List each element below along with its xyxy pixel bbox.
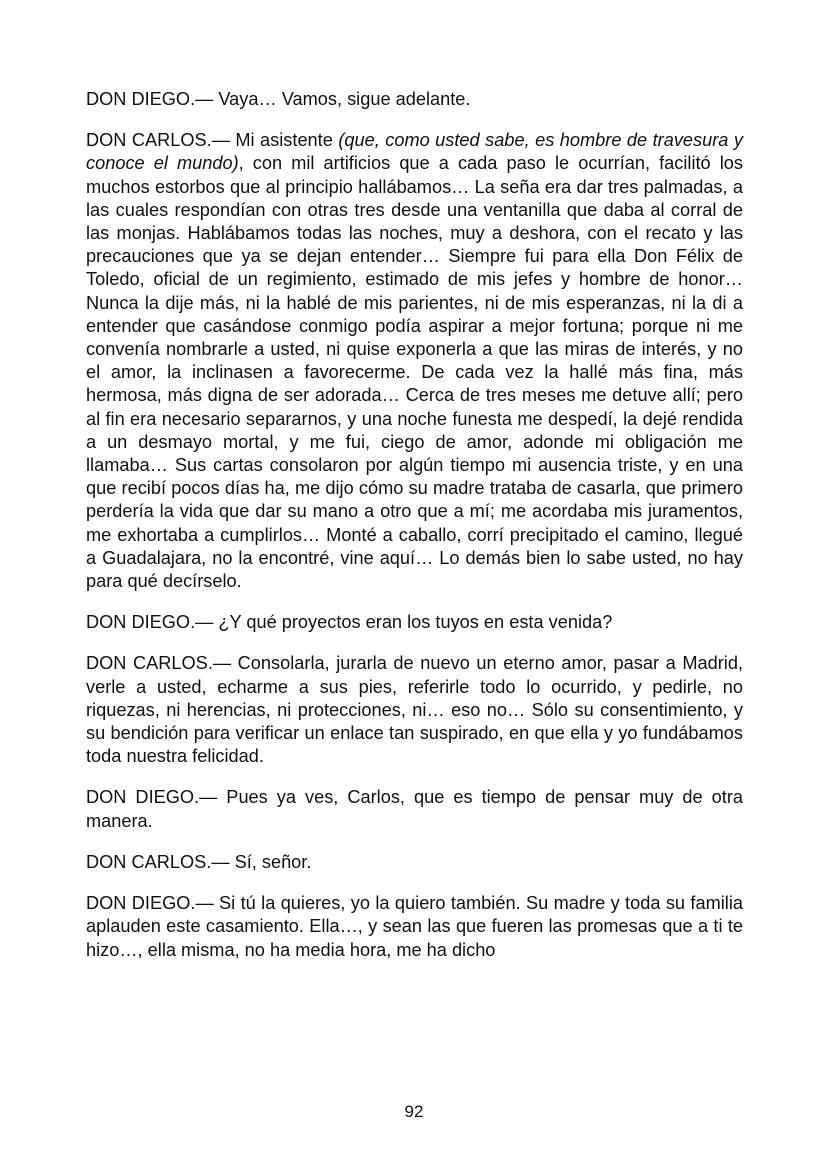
dialogue-text: Pues ya ves, Carlos, que es tiempo de pensar muy de otra manera. bbox=[86, 787, 743, 831]
dialogue-text: Sí, señor. bbox=[229, 851, 312, 872]
page-number: 92 bbox=[404, 1102, 424, 1121]
speaker-name: DON DIEGO.— bbox=[86, 89, 214, 109]
dialogue-text: Si tú la quieres, yo la quiero también. Su madre y toda su familia aplauden este casamiento. Ella…, y sean las que fueren las promesas que a ti te hizo…, ella misma, no ha media hora, me ha dicho bbox=[86, 893, 743, 960]
dialogue-paragraph-3 bbox=[86, 611, 743, 634]
page-body bbox=[86, 88, 743, 980]
speaker-name: DON CARLOS.— bbox=[86, 851, 230, 872]
dialogue-paragraph-6 bbox=[86, 851, 743, 874]
speaker-name: DON CARLOS.— bbox=[86, 653, 232, 674]
dialogue-text: Consolarla, jurarla de nuevo un eterno amor, pasar a Madrid, verle a usted, echarme a sus pies, referirle todo lo ocurrido, y pedirle, no riquezas, ni herencias, ni protecciones, ni… eso no… Sólo su consentimiento, y su bendición para verificar un enlace tan suspirado, en que ella y yo fundábamos toda nuestra felicidad. bbox=[86, 653, 743, 767]
dialogue-paragraph-7 bbox=[86, 892, 743, 962]
dialogue-paragraph-2 bbox=[86, 129, 743, 593]
dialogue-text: Vaya… Vamos, sigue adelante. bbox=[213, 89, 471, 109]
speaker-name: DON DIEGO.— bbox=[86, 893, 214, 914]
dialogue-paragraph-1 bbox=[86, 88, 743, 111]
dialogue-text: Mi asistente bbox=[229, 130, 339, 151]
speaker-name: DON DIEGO.— bbox=[86, 612, 214, 633]
speaker-name: DON CARLOS.— bbox=[86, 130, 230, 151]
dialogue-text: ¿Y qué proyectos eran los tuyos en esta venida? bbox=[213, 612, 613, 633]
dialogue-text: , con mil artificios que a cada paso le ocurrían, facilitó los muchos estorbos que al principio hallábamos… La seña era dar tres palmadas, a las cuales respondían con otras tres desde una ventanilla que daba al corral de las monjas. Hablábamos todas las noches, muy a deshora, con el recato y las precauciones que ya se dejan entender… Siempre fui para ella Don Félix de Toledo, oficial de un regimiento, estimado de mis jefes y hombre de honor… Nunca la dije más, ni la hablé de mis parientes, ni de mis esperanzas, ni la di a entender que casándose conmigo podía aspirar a mejor fortuna; porque ni me convenía nombrarle a usted, ni quise exponerla a que las miras de interés, y no el amor, la inclinasen a favorecerme. De cada vez la hallé más fina, más hermosa, más digna de ser adorada… Cerca de tres meses me detuve allí; pero al fin era necesario separarnos, y una noche funesta me despedí, la dejé rendida a un desmayo mortal, y me fui, ciego de amor, adonde mi obligación me llamaba… Sus cartas consolaron por algún tiempo mi ausencia triste, y en una que recibí pocos días ha, me dijo cómo su madre trataba de casarla, que primero perdería la vida que dar su mano a otro que a mí; me acordaba mis juramentos, me exhortaba a cumplirlos… Monté a caballo, corrí precipitado el camino, llegué a Guadalajara, no la encontré, vine aquí… Lo demás bien lo sabe usted, no hay para qué decírselo. bbox=[86, 153, 744, 592]
speaker-name: DON DIEGO.— bbox=[86, 787, 218, 808]
dialogue-paragraph-5 bbox=[86, 786, 743, 832]
dialogue-paragraph-4 bbox=[86, 652, 743, 768]
stage-aside: (que, como usted sabe, es hombre de travesura y conoce el mundo) bbox=[86, 130, 743, 174]
